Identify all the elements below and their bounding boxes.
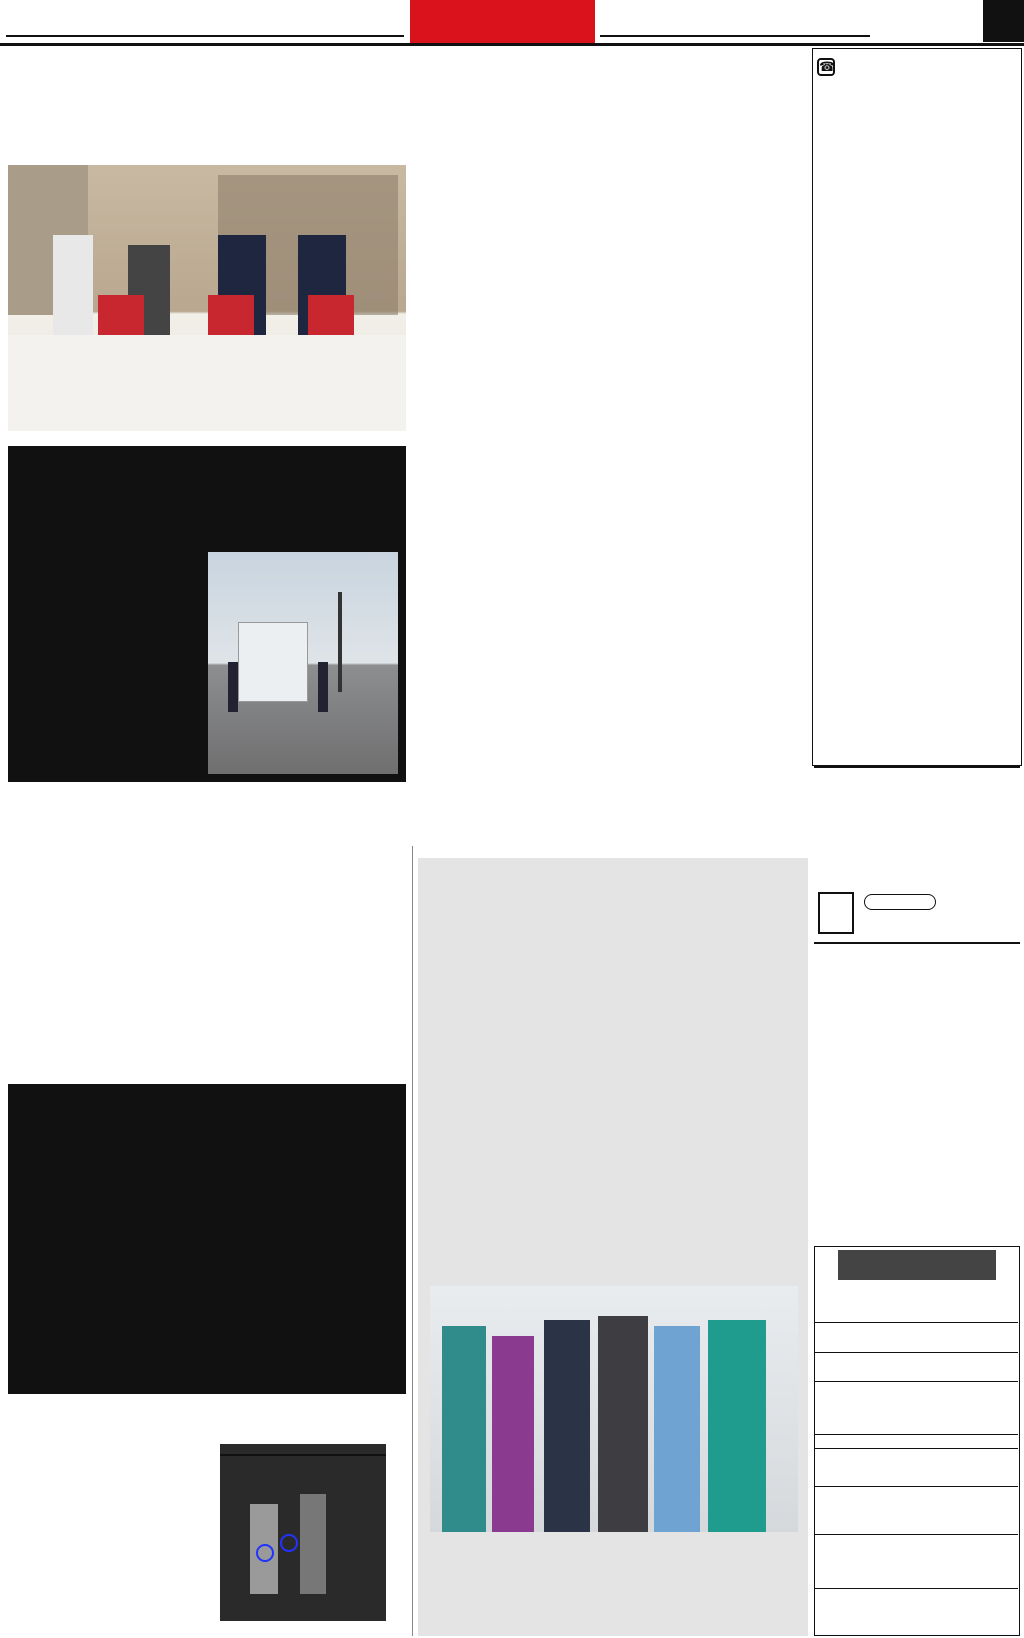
masthead-logo (410, 0, 595, 43)
header-rule-right (600, 35, 870, 37)
isci-box (8, 446, 406, 782)
imprint-news-label (815, 1381, 1018, 1385)
protocol-photo (8, 165, 406, 431)
imprint-dist-label (815, 1534, 1018, 1537)
imprint-writer (815, 1434, 1018, 1437)
pharmacy-rule (814, 942, 1020, 944)
pharmacy-header (814, 890, 1020, 940)
imprint-admin-label (815, 1448, 1018, 1450)
anka-box (418, 858, 808, 1636)
imprint-phone (815, 1588, 1018, 1592)
minibus-photo (208, 552, 398, 774)
cam-caption (220, 1454, 386, 1456)
imprint-logo (838, 1250, 996, 1280)
security-camera-image (220, 1444, 386, 1621)
doctors-photo (430, 1286, 798, 1532)
header-rule-left (6, 35, 404, 37)
imprint-print-label (815, 1486, 1018, 1488)
masthead-rule (0, 43, 1024, 46)
defin-box (814, 766, 1020, 884)
altin-box (8, 1084, 406, 1394)
imprint-owner-label (815, 1322, 1018, 1325)
page-number (983, 0, 1024, 42)
pharmacy-brand (864, 894, 936, 910)
imprint-box (814, 1246, 1020, 1636)
column-rule (412, 846, 413, 1636)
pharmacy-e-icon (818, 892, 854, 934)
phones-box (812, 48, 1022, 766)
phone-icon: ☎ (819, 59, 836, 74)
phones-header (817, 53, 1017, 81)
imprint-editor-label (815, 1352, 1018, 1355)
